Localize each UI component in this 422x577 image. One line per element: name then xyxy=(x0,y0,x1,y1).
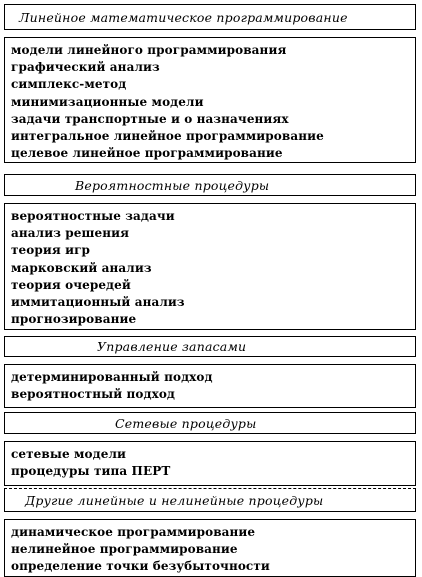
list-item: анализ решения xyxy=(11,226,130,241)
section-title: Вероятностные процедуры xyxy=(75,177,270,193)
list-item: задачи транспортные и о назначениях xyxy=(11,111,289,126)
section-body xyxy=(4,519,416,577)
list-item: интегральное линейное программирование xyxy=(11,129,324,144)
section-header xyxy=(4,412,416,434)
section-gap xyxy=(4,357,416,364)
list-item: иммитационный анализ xyxy=(11,295,185,310)
section-probabilistic xyxy=(4,174,416,330)
section-body xyxy=(4,364,416,408)
section-body xyxy=(4,203,416,330)
list-item: теория очередей xyxy=(11,277,131,292)
section-body xyxy=(4,441,416,486)
list-item: сетевые модели xyxy=(11,447,127,461)
section-gap xyxy=(4,512,416,519)
list-item: нелинейное программирование xyxy=(11,542,238,557)
section-title: Линейное математическое программирование xyxy=(19,9,348,25)
section-network xyxy=(4,412,416,486)
list-item: вероятностный подход xyxy=(11,387,176,402)
list-item: прогнозирование xyxy=(11,312,137,327)
list-item: процедуры типа ПЕРТ xyxy=(11,464,171,479)
list-item: целевое линейное программирование xyxy=(11,146,283,161)
list-item: графический анализ xyxy=(11,60,160,75)
section-title: Сетевые процедуры xyxy=(115,415,257,431)
section-gap xyxy=(4,434,416,441)
section-header xyxy=(4,336,416,357)
section-gap xyxy=(4,196,416,203)
section-body xyxy=(4,37,416,163)
list-item: минимизационные модели xyxy=(11,94,204,109)
list-item: симплекс-метод xyxy=(11,77,127,92)
section-header xyxy=(4,4,416,30)
section-header xyxy=(4,488,416,512)
section-title: Другие линейные и нелинейные процедуры xyxy=(25,492,324,508)
section-gap xyxy=(4,30,416,37)
list-item: детерминированный подход xyxy=(11,370,213,384)
list-item: марковский анализ xyxy=(11,260,152,275)
list-item: вероятностные задачи xyxy=(11,209,175,223)
list-item: динамическое программирование xyxy=(11,525,256,539)
list-item: модели линейного программирования xyxy=(11,43,287,57)
list-item: теория игр xyxy=(11,243,91,258)
section-header xyxy=(4,174,416,196)
list-item: определение точки безубыточности xyxy=(11,559,270,574)
section-inventory xyxy=(4,336,416,408)
section-other xyxy=(4,488,416,577)
section-title: Управление запасами xyxy=(97,339,247,354)
section-linear-programming xyxy=(4,4,416,163)
